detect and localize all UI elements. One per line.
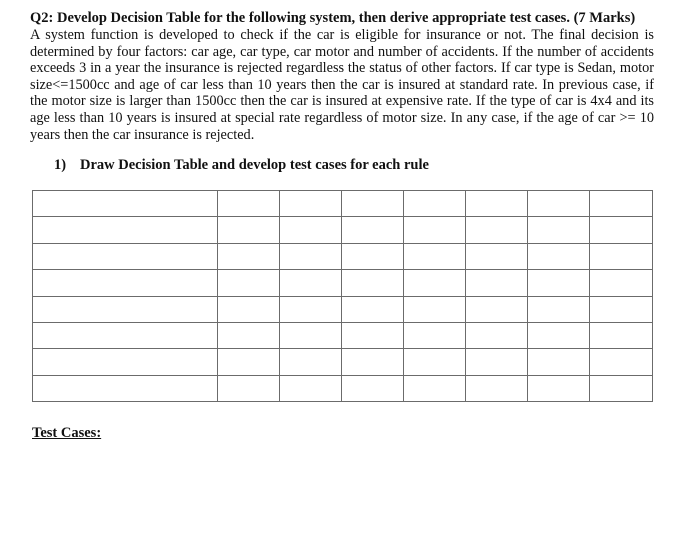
- table-cell[interactable]: [342, 375, 404, 401]
- table-cell[interactable]: [342, 349, 404, 375]
- table-cell[interactable]: [342, 270, 404, 296]
- table-cell[interactable]: [33, 217, 218, 243]
- table-row: [33, 217, 653, 243]
- table-cell[interactable]: [466, 296, 528, 322]
- test-cases-heading: Test Cases:: [32, 425, 102, 441]
- table-row: [33, 296, 653, 322]
- table-cell[interactable]: [280, 191, 342, 217]
- question-block: [30, 10, 654, 174]
- table-cell[interactable]: [590, 270, 653, 296]
- table-cell[interactable]: [404, 243, 466, 269]
- table-cell[interactable]: [404, 322, 466, 348]
- table-cell[interactable]: [342, 243, 404, 269]
- question-title: Q2: Develop Decision Table for the following system, then derive appropriate test cases. (7 Marks): [30, 10, 636, 26]
- table-cell[interactable]: [218, 375, 280, 401]
- table-row: [33, 243, 653, 269]
- table-cell[interactable]: [590, 191, 653, 217]
- table-cell[interactable]: [218, 217, 280, 243]
- table-cell[interactable]: [466, 217, 528, 243]
- table-cell[interactable]: [466, 243, 528, 269]
- table-cell[interactable]: [528, 375, 590, 401]
- table-row: [33, 349, 653, 375]
- table-cell[interactable]: [404, 349, 466, 375]
- table-cell[interactable]: [404, 270, 466, 296]
- table-cell[interactable]: [342, 296, 404, 322]
- table-cell[interactable]: [404, 296, 466, 322]
- table-cell[interactable]: [404, 375, 466, 401]
- task-text: Draw Decision Table and develop test cases for each rule: [80, 157, 429, 174]
- table-cell[interactable]: [218, 296, 280, 322]
- table-cell[interactable]: [33, 375, 218, 401]
- table-row: [33, 322, 653, 348]
- table-cell[interactable]: [528, 191, 590, 217]
- table-cell[interactable]: [590, 375, 653, 401]
- table-cell[interactable]: [590, 243, 653, 269]
- table-cell[interactable]: [342, 322, 404, 348]
- table-cell[interactable]: [33, 322, 218, 348]
- task-number: 1): [54, 157, 67, 174]
- table-cell[interactable]: [218, 270, 280, 296]
- table-cell[interactable]: [528, 322, 590, 348]
- table-cell[interactable]: [33, 296, 218, 322]
- table-cell[interactable]: [528, 217, 590, 243]
- table-cell[interactable]: [590, 322, 653, 348]
- task-instruction: [54, 157, 654, 174]
- table-cell[interactable]: [280, 243, 342, 269]
- table-cell[interactable]: [590, 217, 653, 243]
- table-cell[interactable]: [33, 243, 218, 269]
- table-cell[interactable]: [280, 217, 342, 243]
- table-cell[interactable]: [466, 349, 528, 375]
- table-row: [33, 375, 653, 401]
- table-cell[interactable]: [342, 217, 404, 243]
- table-cell[interactable]: [33, 191, 218, 217]
- table-cell[interactable]: [404, 191, 466, 217]
- table-cell[interactable]: [218, 322, 280, 348]
- table-cell[interactable]: [33, 270, 218, 296]
- table-cell[interactable]: [466, 270, 528, 296]
- table-cell[interactable]: [218, 191, 280, 217]
- table-cell[interactable]: [590, 296, 653, 322]
- table-row: [33, 270, 653, 296]
- table-cell[interactable]: [528, 243, 590, 269]
- table-cell[interactable]: [280, 270, 342, 296]
- table-cell[interactable]: [33, 349, 218, 375]
- table-cell[interactable]: [218, 349, 280, 375]
- table-cell[interactable]: [280, 349, 342, 375]
- table-cell[interactable]: [466, 375, 528, 401]
- table-cell[interactable]: [342, 191, 404, 217]
- table-cell[interactable]: [590, 349, 653, 375]
- question-body: A system function is developed to check if the car is eligible for insurance or not. The final decision is determined by four factors: car age, car type, car motor and number of accidents. If the number of accidents exceeds 3 in a year the insurance is rejected regardless the status of other factors. If car type is Sedan, motor size<=1500cc and age of car less than 10 years then the car is insured at standard rate. In previous case, if the motor size is larger than 1500cc then the car is insured at expensive rate. If the type of car is 4x4 and its age less than 10 years is insured at special rate regardless of motor size. In any case, if the age of car >= 10 years then the car insurance is rejected.: [30, 27, 654, 143]
- table-cell[interactable]: [528, 270, 590, 296]
- table-cell[interactable]: [280, 296, 342, 322]
- table-cell[interactable]: [218, 243, 280, 269]
- table-cell[interactable]: [466, 322, 528, 348]
- table-cell[interactable]: [528, 296, 590, 322]
- table-cell[interactable]: [280, 375, 342, 401]
- table-cell[interactable]: [280, 322, 342, 348]
- table-cell[interactable]: [528, 349, 590, 375]
- table-cell[interactable]: [466, 191, 528, 217]
- table-row: [33, 191, 653, 217]
- table-cell[interactable]: [404, 217, 466, 243]
- decision-table: [32, 190, 653, 402]
